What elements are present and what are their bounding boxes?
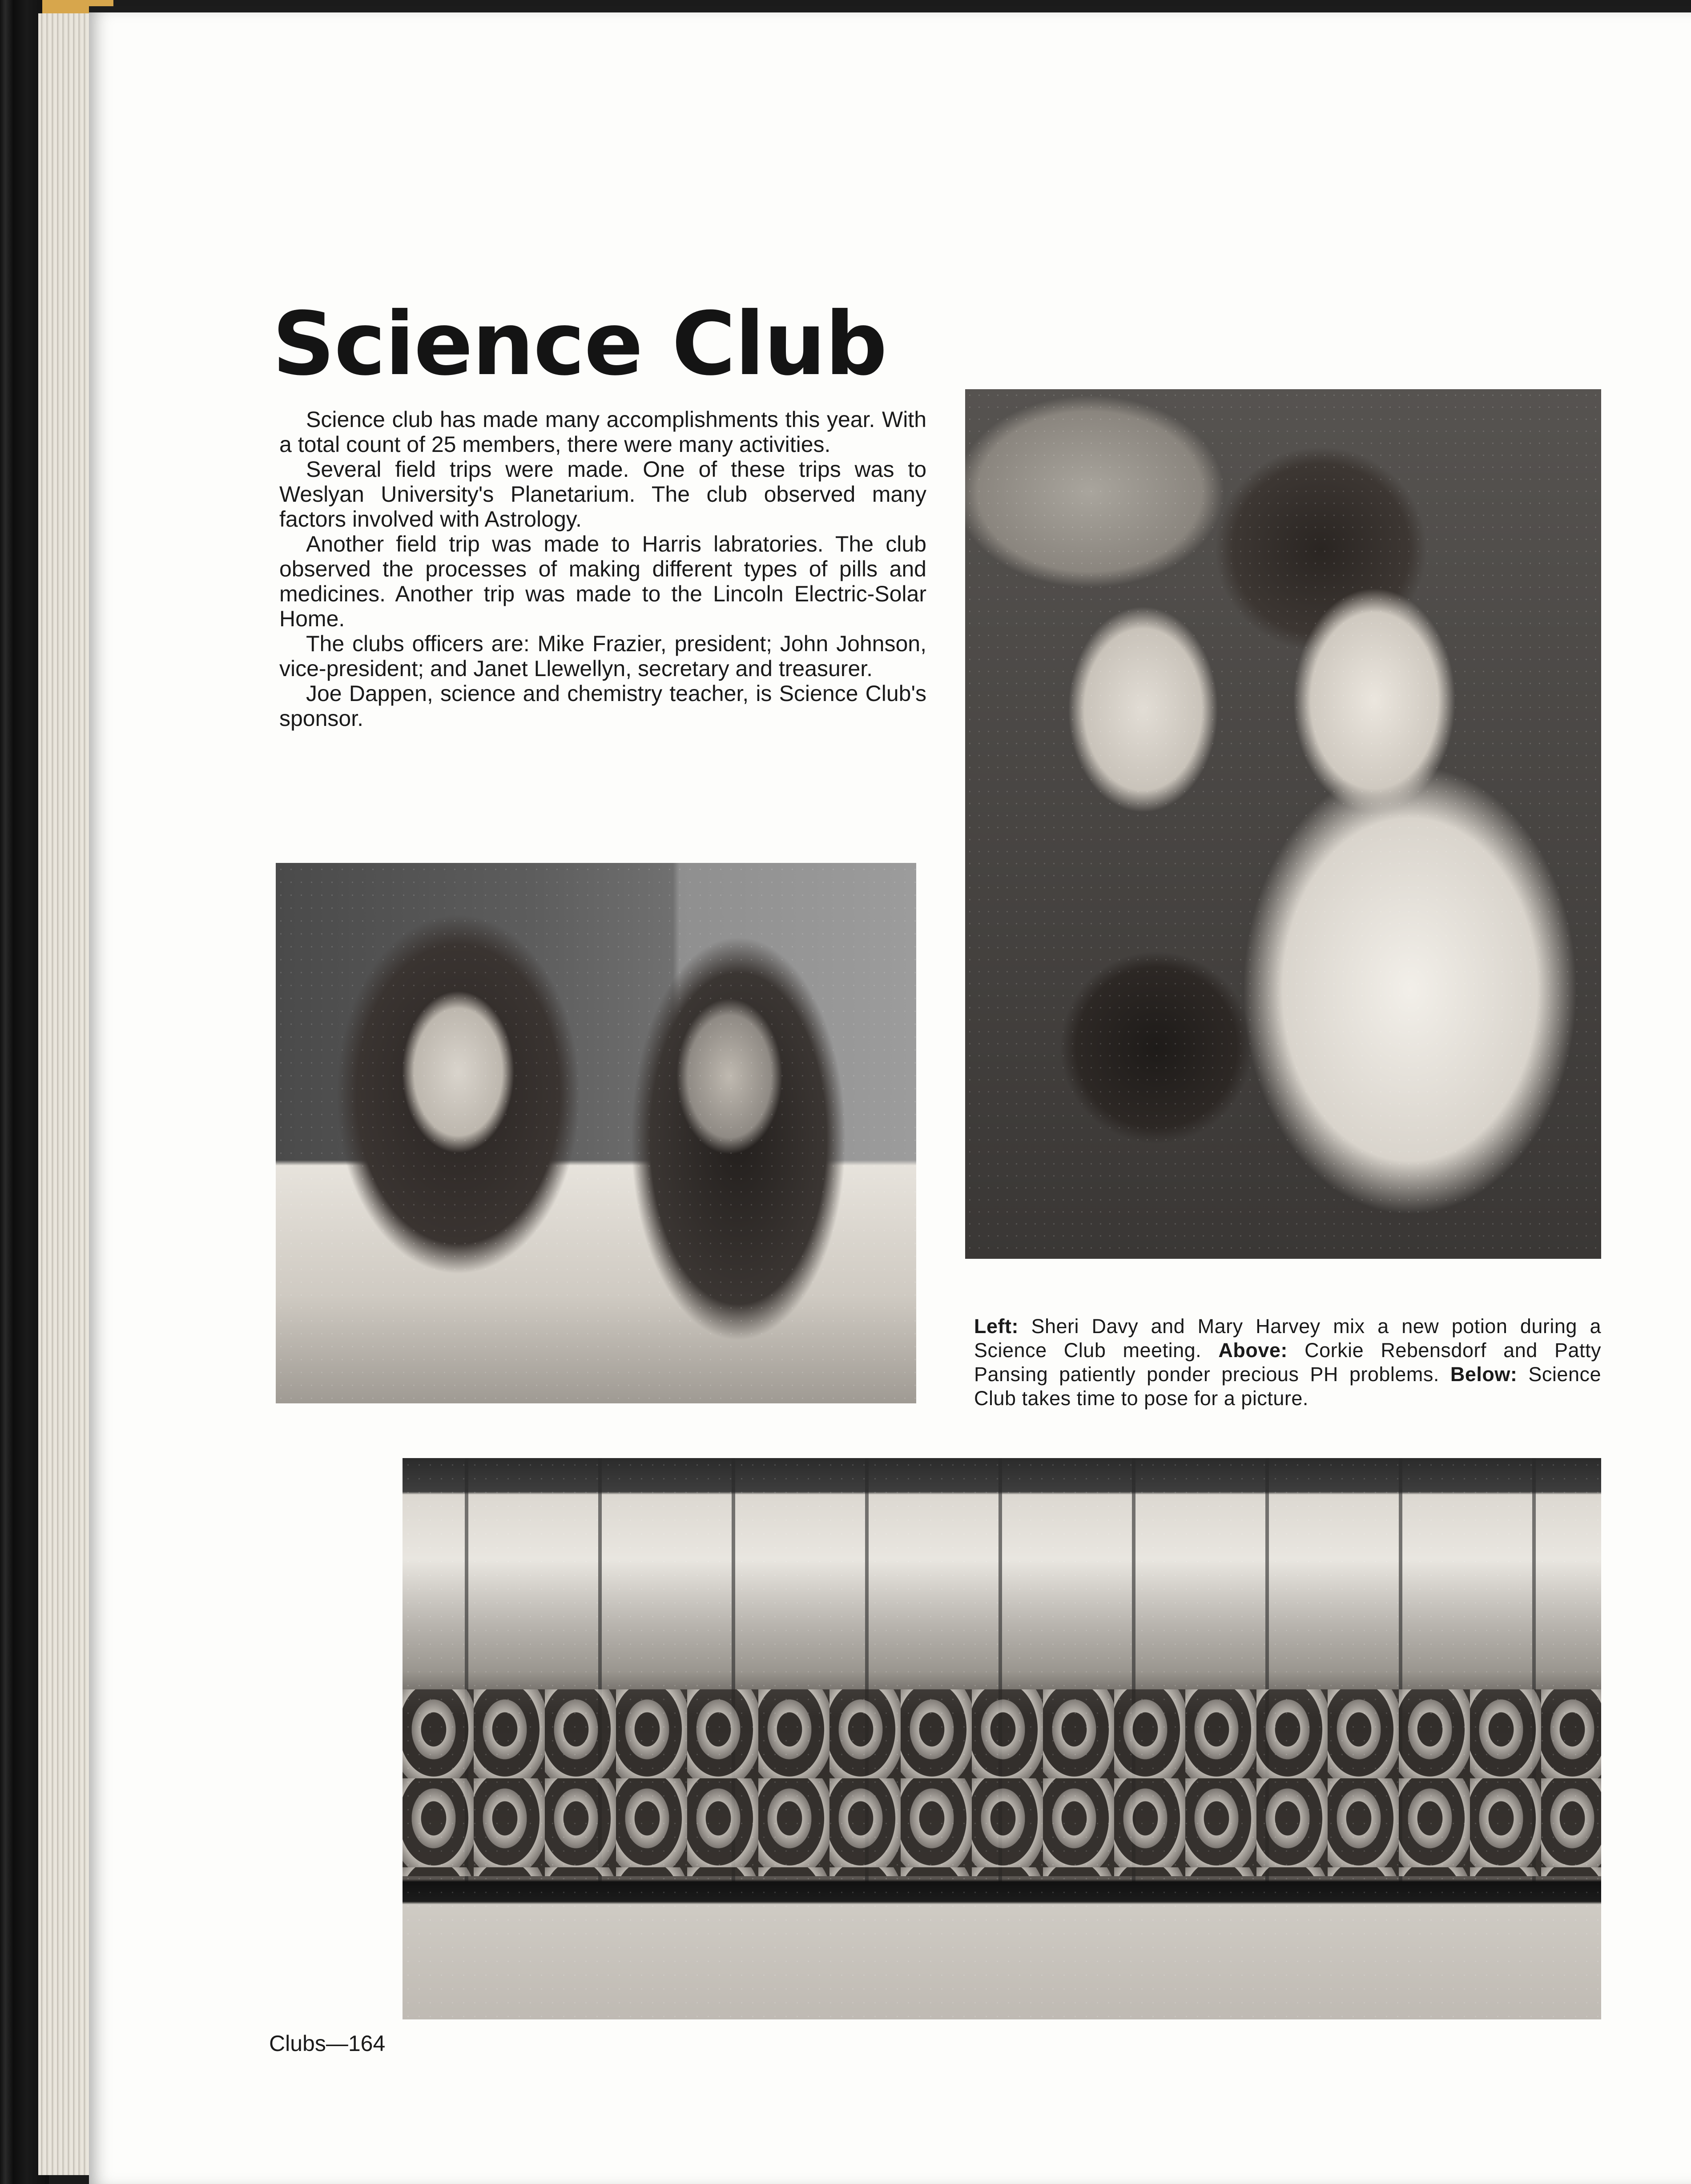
article-body [279, 407, 926, 731]
page-title: Science Club [272, 294, 887, 395]
paragraph: Another field trip was made to Harris labratories. The club observed the processes of making different types of pills and medicines. Another trip was made to the Lincoln Electric-Solar Home. [279, 532, 926, 631]
paragraph: The clubs officers are: Mike Frazier, president; John Johnson, vice-president; and Janet Llewellyn, secretary and treasurer. [279, 631, 926, 681]
caption-below-text: Science Club takes time to pose for a picture. [974, 1363, 1601, 1410]
caption-above-label: Above: [1218, 1339, 1288, 1362]
page-edges [38, 13, 92, 2175]
paragraph: Joe Dappen, science and chemistry teacher, is Science Club's sponsor. [279, 681, 926, 731]
photo-caption [974, 1314, 1601, 1410]
photo-left [276, 863, 916, 1403]
paragraph: Several field trips were made. One of these trips was to Weslyan University's Planetarium. The club observed many factors involved with Astrology. [279, 457, 926, 532]
photo-below-group [403, 1458, 1601, 2019]
top-edge [89, 6, 1691, 12]
caption-below-label: Below: [1450, 1363, 1518, 1386]
caption-left-label: Left: [974, 1315, 1019, 1338]
page-number: Clubs—164 [269, 2031, 386, 2056]
caption-left-text: Sheri Davy and Mary Harvey mix a new potion during a Science Club meeting. [974, 1315, 1601, 1362]
photo-above [965, 389, 1601, 1259]
caption-above-text: Corkie Rebensdorf and Patty Pansing patiently ponder precious PH problems. [974, 1339, 1601, 1386]
paragraph: Science club has made many accomplishments this year. With a total count of 25 members, there were many activities. [279, 407, 926, 457]
